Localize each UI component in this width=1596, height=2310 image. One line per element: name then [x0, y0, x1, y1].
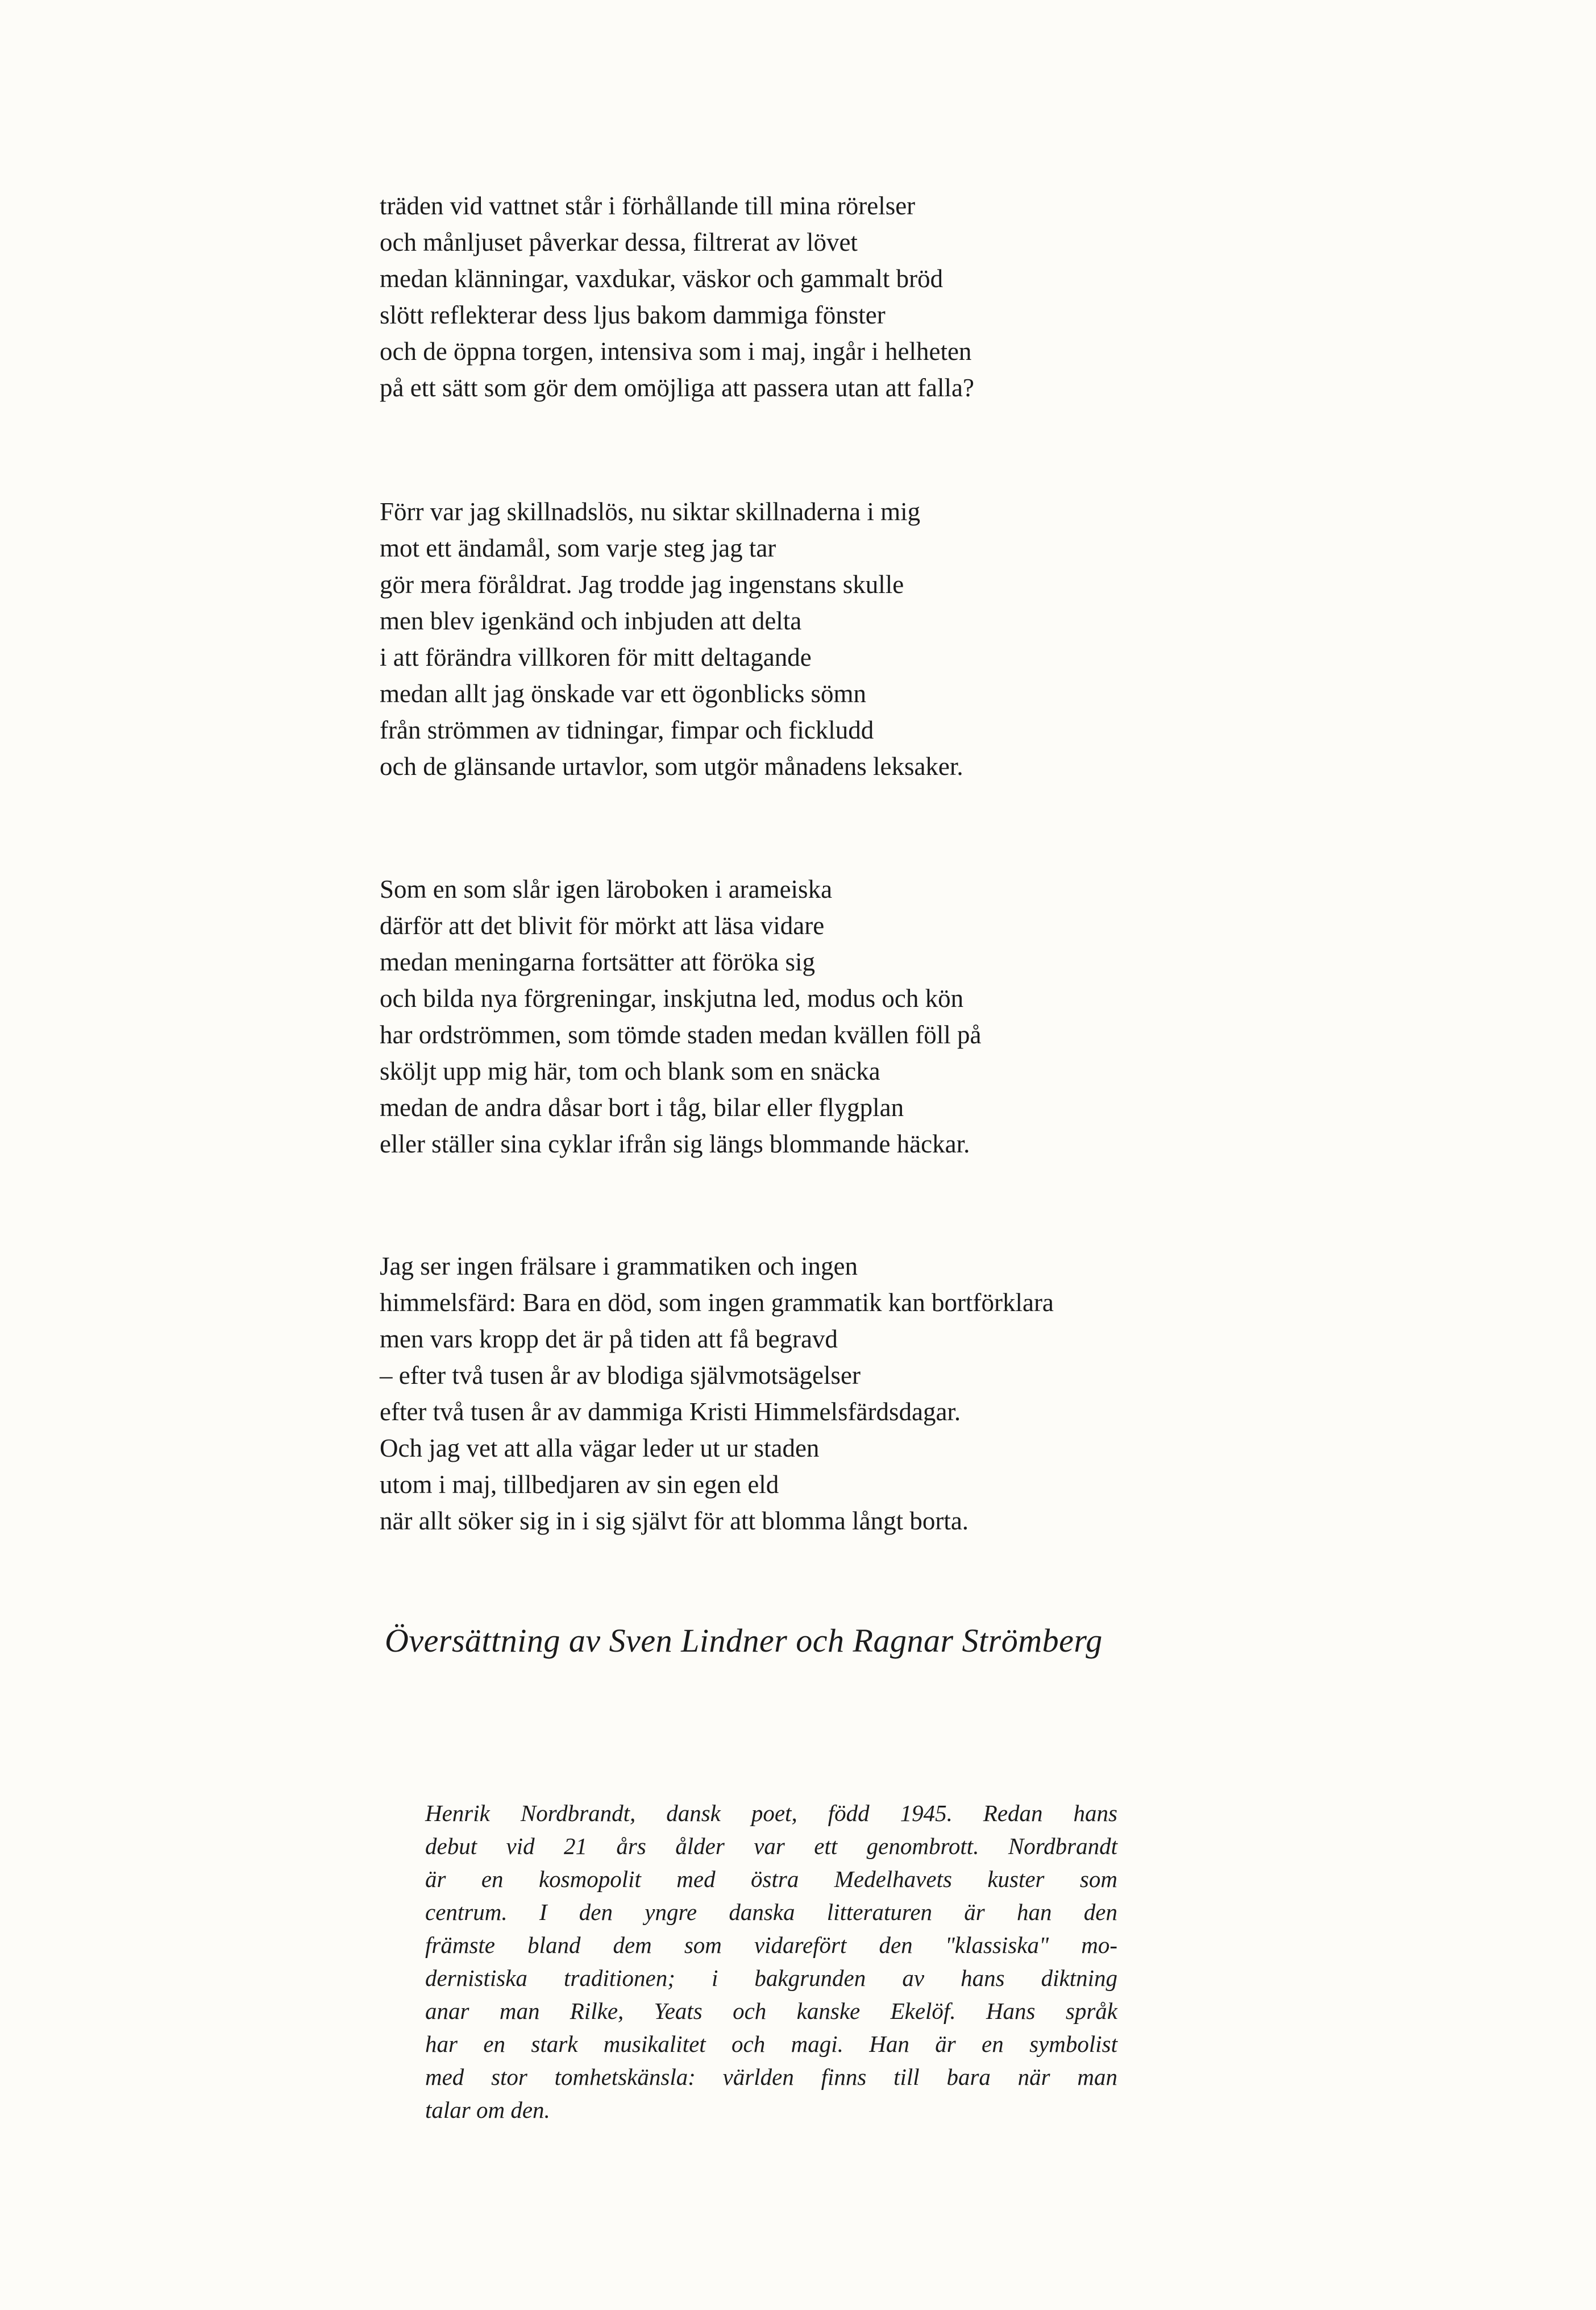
bio-line: anar man Rilke, Yeats och kanske Ekelöf. Hans språk: [425, 1998, 1117, 2024]
bio-line: talar om den.: [425, 2097, 550, 2123]
translator-credit: Översättning av Sven Lindner och Ragnar Strömberg: [385, 1622, 1103, 1659]
bio-line: Henrik Nordbrandt, dansk poet, född 1945. Redan hans: [425, 1800, 1117, 1826]
poem-line: och månljuset påverkar dessa, filtrerat av lövet: [380, 228, 858, 256]
poem-line: Som en som slår igen läroboken i arameiska: [380, 875, 833, 903]
poem-stanza-1: [380, 188, 1346, 406]
poem-line: gör mera föråldrat. Jag trodde jag ingenstans skulle: [380, 570, 904, 599]
poem-line: i att förändra villkoren för mitt deltagande: [380, 643, 812, 671]
author-bio: [425, 1797, 1117, 2126]
poem-line: slött reflekterar dess ljus bakom dammiga fönster: [380, 301, 886, 329]
poem-line: utom i maj, tillbedjaren av sin egen eld: [380, 1470, 779, 1499]
poem-line: sköljt upp mig här, tom och blank som en snäcka: [380, 1057, 880, 1085]
bio-line: har en stark musikalitet och magi. Han är en symbolist: [425, 2031, 1117, 2057]
poem-stanza-3: [380, 871, 1346, 1162]
poem-line: mot ett ändamål, som varje steg jag tar: [380, 534, 776, 562]
poem-line: träden vid vattnet står i förhållande till mina rörelser: [380, 192, 916, 220]
poem-stanza-4: [380, 1248, 1346, 1539]
poem-line: medan meningarna fortsätter att föröka sig: [380, 948, 815, 976]
poem-line: på ett sätt som gör dem omöjliga att passera utan att falla?: [380, 374, 974, 402]
poem-line: efter två tusen år av dammiga Kristi Himmelsfärdsdagar.: [380, 1397, 961, 1426]
poem-line: men blev igenkänd och inbjuden att delta: [380, 607, 802, 635]
poem-line: medan allt jag önskade var ett ögonblicks sömn: [380, 679, 867, 708]
poem-line: medan klänningar, vaxdukar, väskor och gammalt bröd: [380, 264, 944, 293]
poem-line: men vars kropp det är på tiden att få begravd: [380, 1325, 838, 1353]
poem-line: och de öppna torgen, intensiva som i maj, ingår i helheten: [380, 337, 972, 366]
poem-line: – efter två tusen år av blodiga självmotsägelser: [380, 1361, 861, 1390]
poem-line: eller ställer sina cyklar ifrån sig längs blommande häckar.: [380, 1130, 970, 1158]
bio-line: debut vid 21 års ålder var ett genombrott. Nordbrandt: [425, 1833, 1117, 1859]
bio-line: centrum. I den yngre danska litteraturen är han den: [425, 1899, 1117, 1925]
poem-line: medan de andra dåsar bort i tåg, bilar eller flygplan: [380, 1093, 904, 1122]
poem-line: när allt söker sig in i sig självt för att blomma långt borta.: [380, 1507, 969, 1535]
poem-line: har ordströmmen, som tömde staden medan kvällen föll på: [380, 1021, 982, 1049]
bio-line: är en kosmopolit med östra Medelhavets kuster som: [425, 1866, 1117, 1892]
bio-line: med stor tomhetskänsla: världen finns till bara när man: [425, 2064, 1117, 2090]
poem-line: himmelsfärd: Bara en död, som ingen grammatik kan bortförklara: [380, 1288, 1054, 1317]
poem-line: från strömmen av tidningar, fimpar och fickludd: [380, 716, 874, 744]
poem-line: Förr var jag skillnadslös, nu siktar skillnaderna i mig: [380, 497, 921, 526]
poem-line: Och jag vet att alla vägar leder ut ur staden: [380, 1434, 820, 1462]
bio-line: främste bland dem som vidarefört den "klassiska" mo-: [425, 1932, 1117, 1958]
poem-stanza-2: [380, 493, 1346, 785]
poem-line: och de glänsande urtavlor, som utgör månadens leksaker.: [380, 752, 963, 781]
poem-line: därför att det blivit för mörkt att läsa vidare: [380, 911, 825, 940]
poem-line: och bilda nya förgreningar, inskjutna led, modus och kön: [380, 984, 964, 1013]
poem-line: Jag ser ingen frälsare i grammatiken och ingen: [380, 1252, 858, 1280]
bio-line: dernistiska traditionen; i bakgrunden av hans diktning: [425, 1965, 1117, 1991]
